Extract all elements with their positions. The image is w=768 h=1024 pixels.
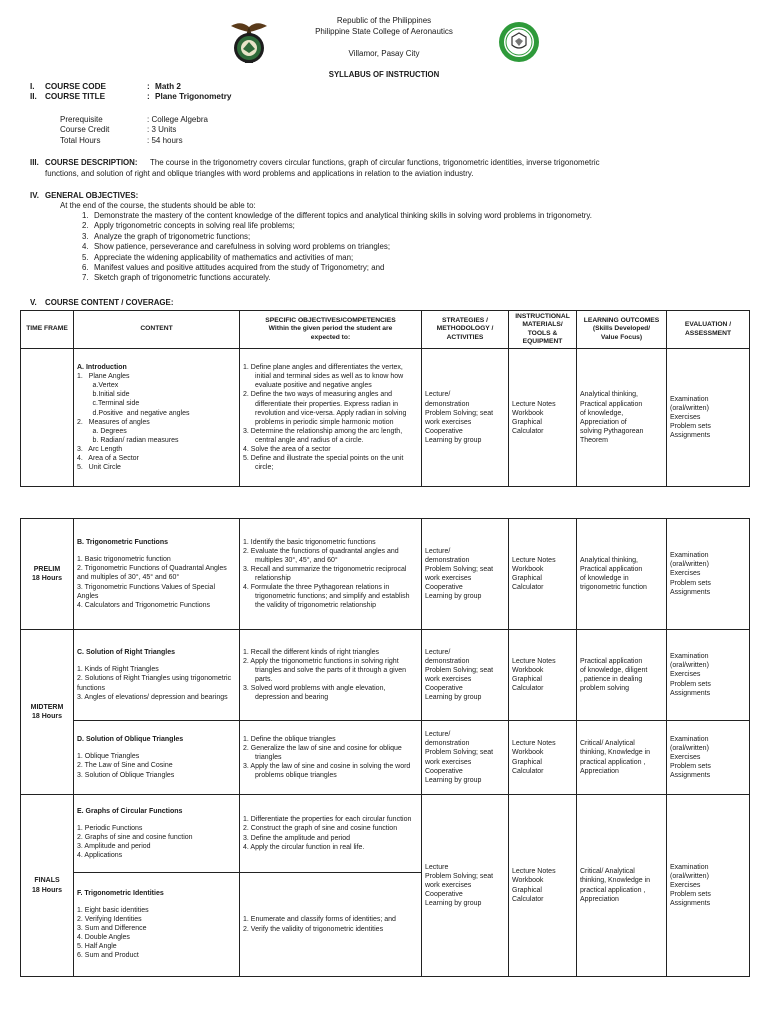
content-line: 1. Basic trigonometric function [77,556,171,564]
prerequisite-value: : College Algebra [147,115,208,124]
objective-line: 2. Generalize the law of sine and cosine for oblique triangles [243,744,402,761]
midterm-oblique-strategies: Lecture/ demonstration Problem Solving; seat work exercises Cooperative Learning by group [422,721,509,795]
objective-item: 3. Analyze the graph of trigonometric functions; [82,231,251,241]
finals-identities-title: F. Trigonometric Identities [77,889,164,897]
content-line: 3. Angles of elevations/ depression and bearings [77,693,228,701]
finals-time-frame: FINALS 18 Hours [21,795,74,977]
header-outcomes: LEARNING OUTCOMES (Skills Developed/ Value Focus) [577,311,667,349]
content-line: 3. Trigonometric Functions Values of Special Angles [77,583,215,600]
midterm-oblique-content-list [77,752,236,779]
total-hours-label: Total Hours [60,136,101,145]
objectives-num: IV. [30,191,39,200]
objective-line: 2. Verify the validity of trigonometric identities [243,925,384,933]
content-line: 2. Graphs of sine and cosine function [77,833,193,841]
content-line: 4. Applications [77,852,123,860]
prelim-content-cell [74,519,240,630]
finals-strategies: Lecture Problem Solving; seat work exercises Cooperative Learning by group [422,795,509,977]
midterm-oblique-outcomes: Critical/ Analytical thinking, Knowledge in practical application , Appreciation [577,721,667,795]
midterm-oblique-evaluation: Examination (oral/written) Exercises Problem sets Assignments [667,721,750,795]
header-evaluation: EVALUATION / ASSESSMENT [667,311,750,349]
finals-materials: Lecture Notes Workbook Graphical Calculator [509,795,577,977]
description-line-2: functions, and solution of right and oblique triangles with word problems and applications in relation to the aviation industry. [45,169,474,178]
prelim-outcomes: Analytical thinking, Practical application of knowledge in trigonometric function [577,519,667,630]
objective-line: 3. Determine the relationship among the arc length, central angle and radius of a circle. [243,427,403,444]
course-code-colon: : [147,82,150,91]
syllabus-table-intro [20,310,750,487]
objective-line: 4. Formulate the three Pythagorean relations in trigonometric functions; and simplify and establish the validity of trigonometric relationship [243,584,410,610]
course-credit-value: : 3 Units [147,125,177,134]
content-line: 4. Area of a Sector [77,455,139,463]
content-line: c.Terminal side [77,400,140,408]
finals-outcomes: Critical/ Analytical thinking, Knowledge in practical application , Appreciation [577,795,667,977]
objective-line: 3. Solved word problems with angle elevation, depression and bearing [243,685,386,702]
header-materials: INSTRUCTIONAL MATERIALS/ TOOLS & EQUIPMENT [509,311,577,349]
coverage-label: COURSE CONTENT / COVERAGE: [45,298,174,307]
midterm-right-evaluation: Examination (oral/written) Exercises Problem sets Assignments [667,630,750,721]
content-line: 2. Solutions of Right Triangles using trigonometric functions [77,675,232,692]
content-line: 4. Calculators and Trigonometric Functions [77,601,211,609]
header-strategies: STRATEGIES / METHODOLOGY / ACTIVITIES [422,311,509,349]
content-line: 2. Measures of angles [77,418,150,426]
objective-line: 2. Define the two ways of measuring angles and differentiate their properties. Express radian in revolution and vice-versa. Apply radian in solving problems in periodic simple harmonic motion [243,391,407,426]
content-line: a. Degrees [77,427,127,435]
content-line: 1. Eight basic identities [77,906,149,914]
objective-line: 1. Recall the different kinds of right triangles [243,648,380,656]
objective-line: 4. Apply the circular function in real life. [243,843,365,851]
objective-line: 1. Differentiate the properties for each circular function [243,816,412,824]
midterm-right-outcomes: Practical application of knowledge, diligent , patience in dealing problem solving [577,630,667,721]
objective-line: 3. Recall and summarize the trigonometric reciprocal relationship [243,565,407,582]
objective-line: 1. Define plane angles and differentiates the vertex, initial and terminal sides as well as to know how evaluate positive and negative angles [243,364,404,390]
objective-item: 7. Sketch graph of trigonometric functions accurately. [82,273,271,283]
course-code-num: I. [30,82,35,91]
course-code-label: COURSE CODE [45,82,106,91]
intro-content-list [77,372,236,472]
intro-time-frame [21,349,74,487]
content-line: b. Radian/ radian measures [77,436,179,444]
finals-graphs-objectives-cell [240,795,422,873]
header-content: CONTENT [74,311,240,349]
content-line: 2. Verifying Identities [77,915,142,923]
header-location: Villamor, Pasay City [348,49,420,58]
finals-graphs-content-cell [74,795,240,873]
course-code-value: Math 2 [155,82,181,91]
finals-identities-content-cell [74,873,240,977]
objective-line: 2. Evaluate the functions of quadrantal angles and multiples 30°, 45°, and 60° [243,547,399,564]
midterm-right-title: C. Solution of Right Triangles [77,649,175,657]
objectives-label: GENERAL OBJECTIVES: [45,191,139,200]
intro-evaluation: Examination (oral/written) Exercises Problem sets Assignments [667,349,750,487]
midterm-right-materials: Lecture Notes Workbook Graphical Calculator [509,630,577,721]
objective-line: 1. Identify the basic trigonometric functions [243,538,376,546]
description-label: COURSE DESCRIPTION: [45,158,138,167]
objective-line: 1. Enumerate and classify forms of identities; and [243,916,396,924]
content-line: 1. Plane Angles [77,373,130,381]
header-country: Republic of the Philippines [336,16,432,25]
syllabus-table-terms [20,518,750,977]
total-hours-value: : 54 hours [147,136,183,145]
objective-item: 1. Demonstrate the mastery of the content knowledge of the different topics and analytical thinking skills in solving word problems in trigonometry. [82,211,592,220]
objective-item: 2. Apply trigonometric concepts in solving real life problems; [82,221,295,231]
header-objectives: SPECIFIC OBJECTIVES/COMPETENCIES Within the given period the student are expected to: [240,311,422,349]
objective-line: 2. Apply the trigonometric functions in solving right triangles and solve the parts of it through a given parts. [243,657,406,683]
prelim-strategies: Lecture/ demonstration Problem Solving; seat work exercises Cooperative Learning by group [422,519,509,630]
intro-materials: Lecture Notes Workbook Graphical Calculator [509,349,577,487]
objective-line: 5. Define and illustrate the special points on the unit circle; [243,455,404,472]
objective-line: 2. Construct the graph of sine and cosine function [243,825,398,833]
content-line: 2. Trigonometric Functions of Quadrantal Angles and multiples of 30°, 45° and 60° [77,565,227,582]
midterm-oblique-materials: Lecture Notes Workbook Graphical Calculator [509,721,577,795]
course-title-colon: : [147,92,150,101]
prelim-content-list [77,555,236,610]
prelim-time-frame: PRELIM 18 Hours [21,519,74,630]
content-line: 1. Kinds of Right Triangles [77,666,159,674]
prelim-evaluation: Examination (oral/written) Exercises Problem sets Assignments [667,519,750,630]
header-college: Philippine State College of Aeronautics [315,27,453,36]
midterm-right-content-cell [74,630,240,721]
objective-line: 3. Apply the law of sine and cosine in solving the word problems oblique triangles [243,763,411,780]
objective-item: 4. Show patience, perseverance and carefulness in solving word problems on triangles; [82,242,391,252]
content-line: 1. Periodic Functions [77,824,143,832]
midterm-time-frame: MIDTERM 18 Hours [21,630,74,795]
intro-strategies: Lecture/ demonstration Problem Solving; seat work exercises Cooperative Learning by group [422,349,509,487]
midterm-oblique-content-cell [74,721,240,795]
midterm-oblique-title: D. Solution of Oblique Triangles [77,736,184,744]
objective-line: 1. Define the oblique triangles [243,735,336,743]
content-line: 5. Half Angle [77,943,117,951]
content-line: 5. Unit Circle [77,464,121,472]
intro-objectives-cell [240,349,422,487]
intro-outcomes: Analytical thinking, Practical application of knowledge, Appreciation of solving Pythagorean Theorem [577,349,667,487]
content-line: 4. Double Angles [77,934,130,941]
content-line: 3. Sum and Difference [77,924,147,932]
intro-content-cell [74,349,240,487]
content-line: 1. Oblique Triangles [77,753,140,761]
finals-evaluation: Examination (oral/written) Exercises Problem sets Assignments [667,795,750,977]
course-title-value: Plane Trigonometry [155,92,232,101]
content-line: 2. The Law of Sine and Cosine [77,762,173,770]
prelim-title: B. Trigonometric Functions [77,539,169,547]
finals-identities-content-list [77,906,236,961]
content-line: 3. Amplitude and period [77,843,151,850]
finals-identities-objectives-cell [240,873,422,977]
prerequisite-label: Prerequisite [60,115,103,124]
midterm-oblique-objectives-cell [240,721,422,795]
finals-graphs-content-list [77,824,236,860]
content-line: 3. Arc Length [77,445,123,453]
objective-item: 6. Manifest values and positive attitudes acquired from the study of Trigonometry; and [82,262,385,272]
objective-line: 3. Define the amplitude and period [243,834,351,842]
content-line: 3. Solution of Oblique Triangles [77,771,175,779]
objectives-list [82,211,742,284]
objectives-intro: At the end of the course, the students should be able to: [60,201,256,210]
content-line: d.Positive and negative angles [77,409,190,417]
course-title-num: II. [30,92,37,101]
prelim-materials: Lecture Notes Workbook Graphical Calculator [509,519,577,630]
content-line: 6. Sum and Product [77,952,139,960]
content-line: b.Initial side [77,391,130,399]
intro-title: A. Introduction [77,364,127,372]
header-time-frame: TIME FRAME [21,311,74,349]
content-line: a.Vertex [77,382,119,390]
coverage-num: V. [30,298,37,307]
course-credit-label: Course Credit [60,125,110,134]
midterm-right-objectives-cell [240,630,422,721]
objective-line: 4. Solve the area of a sector [243,445,331,453]
prelim-objectives-cell [240,519,422,630]
midterm-right-strategies: Lecture/ demonstration Problem Solving; seat work exercises Cooperative Learning by group [422,630,509,721]
course-title-label: COURSE TITLE [45,92,106,101]
document-title: SYLLABUS OF INSTRUCTION [328,70,440,79]
description-num: III. [30,158,39,167]
description-line-1: The course in the trigonometry covers circular functions, graph of circular functions, trigonometric identities, inverse trigonometric [150,158,600,167]
objective-item: 5. Appreciate the widening applicability of mathematics and activities of man; [82,252,354,262]
midterm-right-content-list [77,665,236,701]
finals-graphs-title: E. Graphs of Circular Functions [77,807,183,815]
